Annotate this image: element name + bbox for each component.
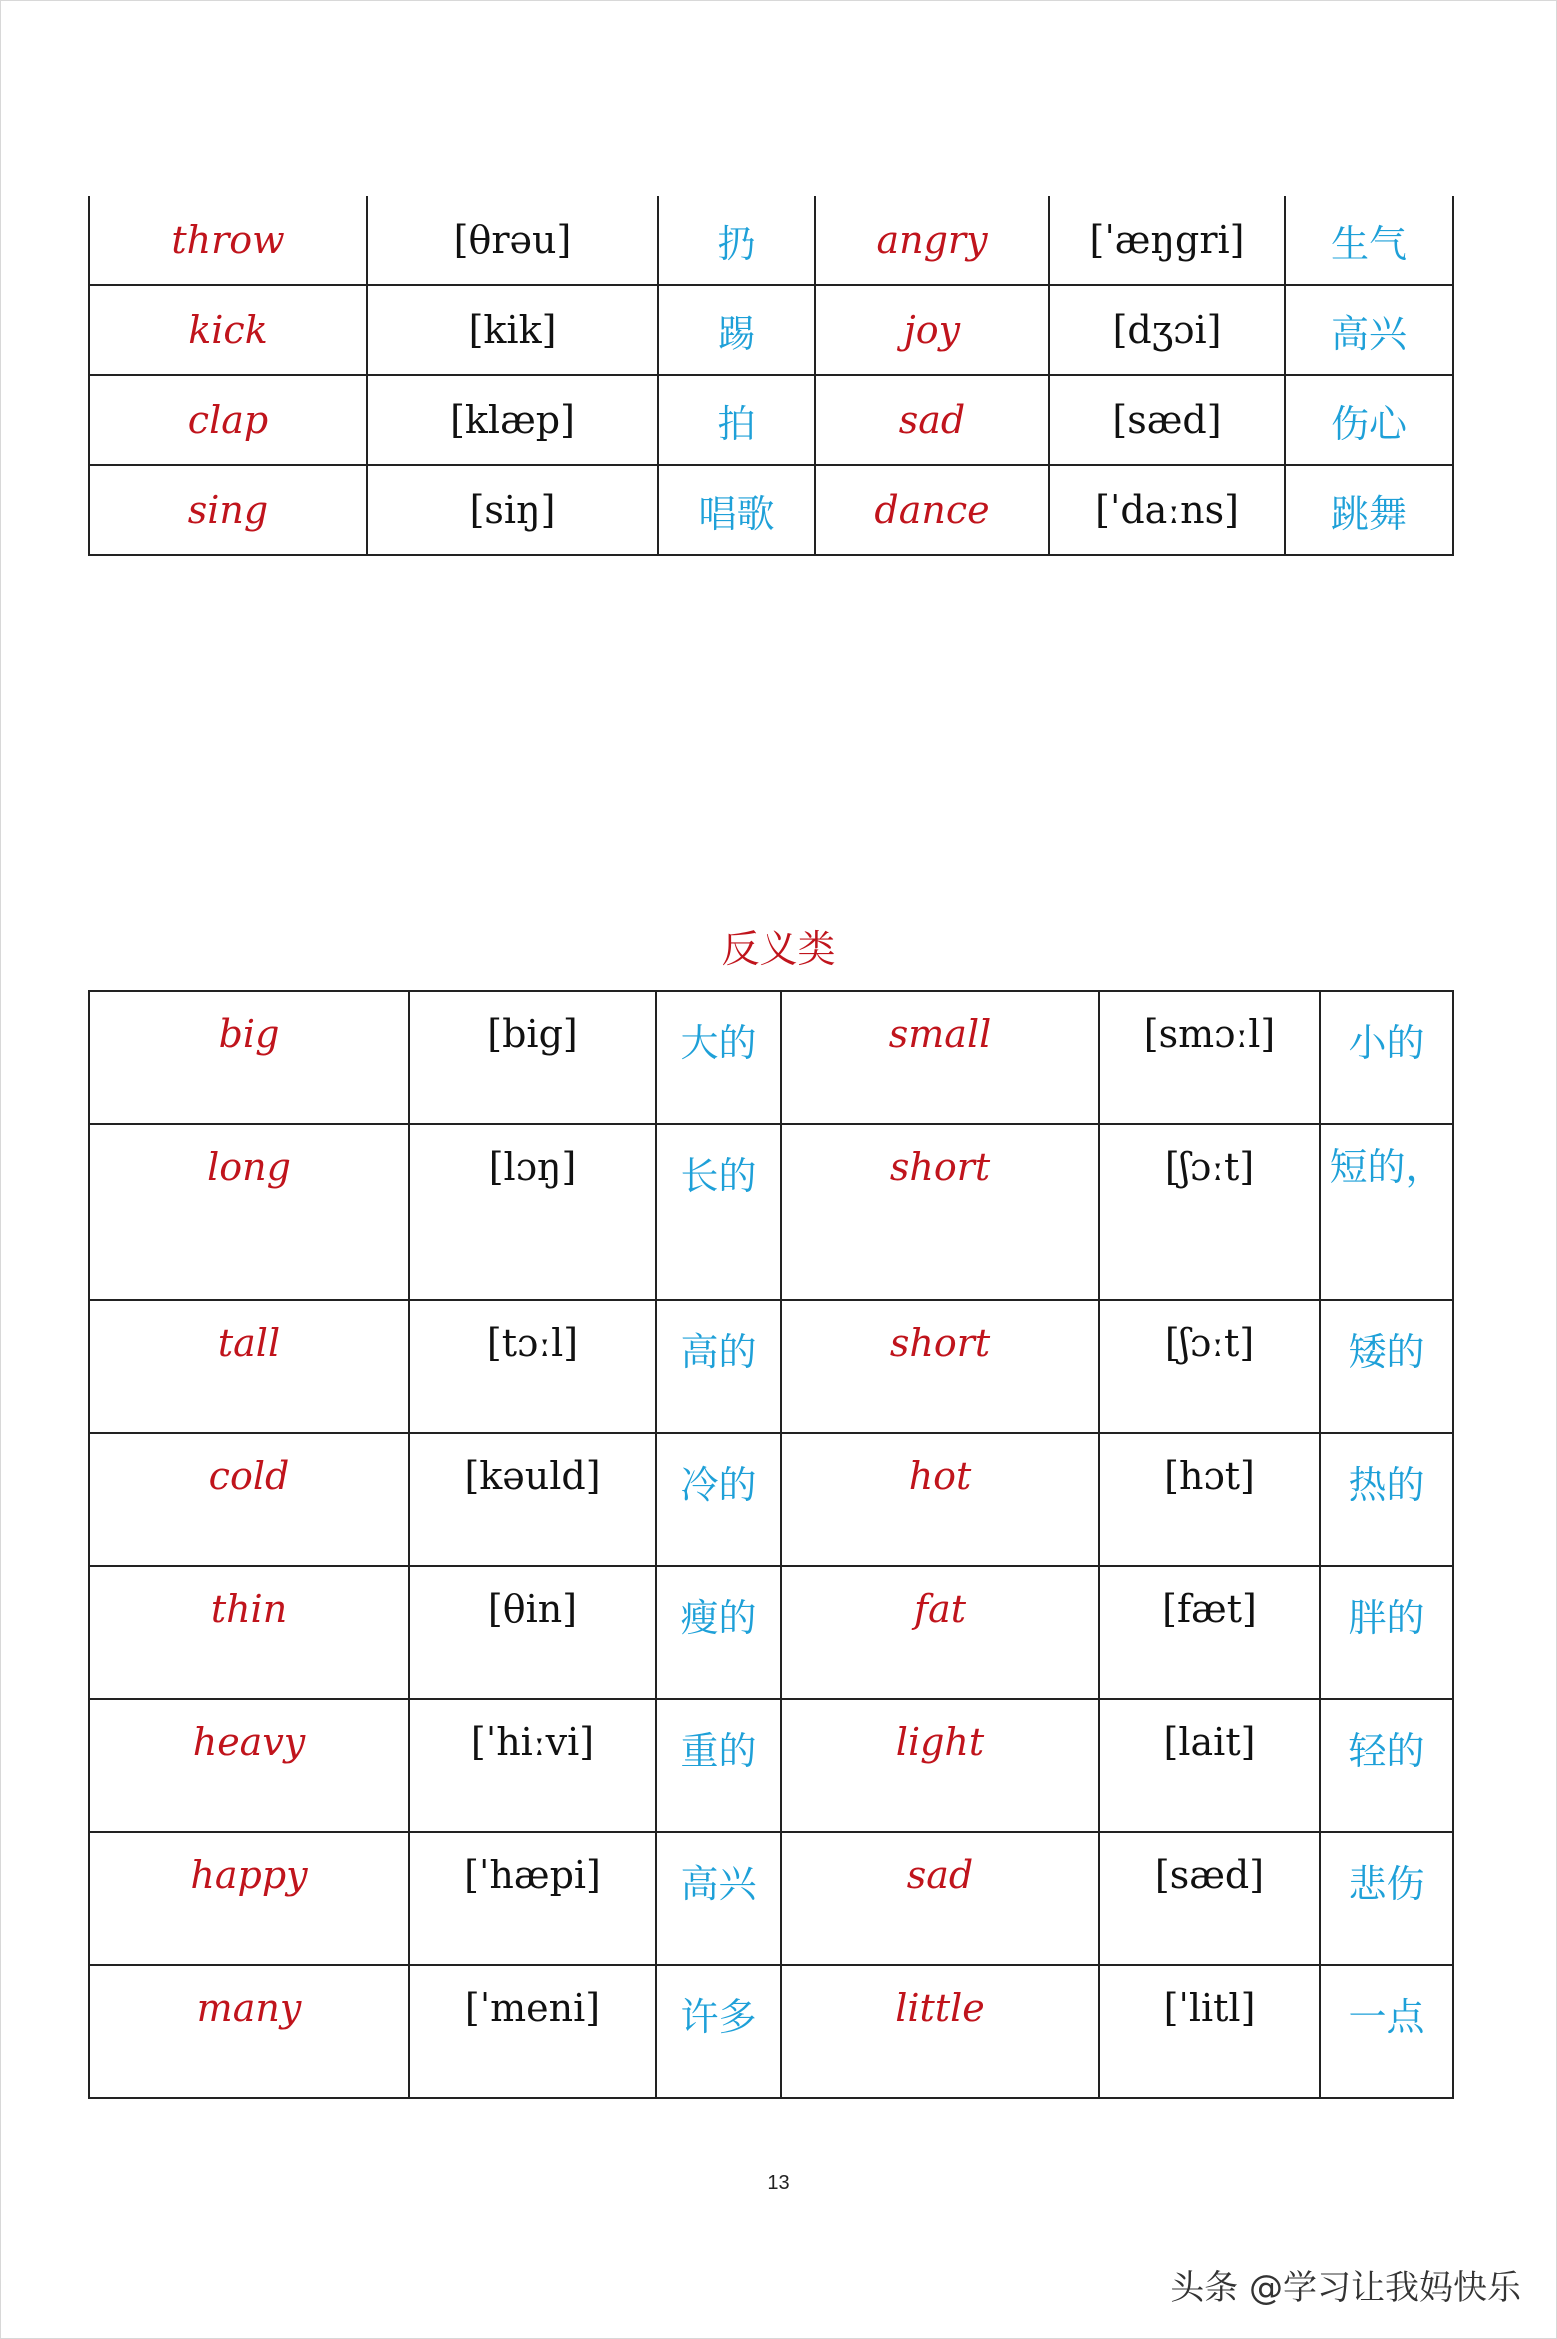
english-word-cell: angry	[815, 196, 1049, 285]
table-row	[89, 465, 1453, 555]
table-row	[89, 1566, 1453, 1699]
phonetic-cell: [ˈhiːvi]	[409, 1699, 656, 1832]
table-row	[89, 1433, 1453, 1566]
watermark: 头条 @学习让我妈快乐	[1170, 2268, 1521, 2308]
chinese-meaning-cell: 高兴	[656, 1832, 781, 1965]
chinese-meaning-cell: 小的	[1320, 991, 1453, 1124]
english-word-cell: hot	[781, 1433, 1099, 1566]
chinese-meaning-cell: 高的	[656, 1300, 781, 1433]
phonetic-cell: [siŋ]	[367, 465, 658, 555]
table-row	[89, 991, 1453, 1124]
phonetic-cell: [smɔːl]	[1099, 991, 1320, 1124]
table-row	[89, 375, 1453, 465]
chinese-meaning-cell: 拍	[658, 375, 815, 465]
vocab-table-antonyms	[88, 990, 1454, 2099]
table-row	[89, 1124, 1453, 1300]
chinese-meaning-cell: 重的	[656, 1699, 781, 1832]
chinese-meaning-cell: 冷的	[656, 1433, 781, 1566]
english-word-cell: fat	[781, 1566, 1099, 1699]
english-word-cell: sing	[89, 465, 367, 555]
chinese-meaning-cell: 瘦的	[656, 1566, 781, 1699]
chinese-meaning-cell: 热的	[1320, 1433, 1453, 1566]
english-word-cell: dance	[815, 465, 1049, 555]
phonetic-cell: [sæd]	[1049, 375, 1285, 465]
chinese-meaning-cell: 生气	[1285, 196, 1453, 285]
phonetic-cell: [ˈmeni]	[409, 1965, 656, 2098]
phonetic-cell: [ʃɔːt]	[1099, 1300, 1320, 1433]
english-word-cell: many	[89, 1965, 409, 2098]
phonetic-cell: [kik]	[367, 285, 658, 375]
chinese-meaning-cell: 许多	[656, 1965, 781, 2098]
english-word-cell: small	[781, 991, 1099, 1124]
phonetic-cell: [sæd]	[1099, 1832, 1320, 1965]
english-word-cell: joy	[815, 285, 1049, 375]
english-word-cell: throw	[89, 196, 367, 285]
table-row	[89, 196, 1453, 285]
table-row	[89, 285, 1453, 375]
chinese-meaning-cell: 踢	[658, 285, 815, 375]
english-word-cell: kick	[89, 285, 367, 375]
english-word-cell: short	[781, 1124, 1099, 1300]
english-word-cell: thin	[89, 1566, 409, 1699]
english-word-cell: tall	[89, 1300, 409, 1433]
english-word-cell: heavy	[89, 1699, 409, 1832]
chinese-meaning-cell: 悲伤	[1320, 1832, 1453, 1965]
phonetic-cell: [ˈhæpi]	[409, 1832, 656, 1965]
chinese-meaning-cell: 跳舞	[1285, 465, 1453, 555]
phonetic-cell: [dʒɔi]	[1049, 285, 1285, 375]
phonetic-cell: [θrəu]	[367, 196, 658, 285]
phonetic-cell: [ˈæŋgri]	[1049, 196, 1285, 285]
page-number: 13	[767, 2172, 790, 2194]
chinese-meaning-cell: 大的	[656, 991, 781, 1124]
chinese-meaning-cell: 高兴	[1285, 285, 1453, 375]
table-row	[89, 1965, 1453, 2098]
english-word-cell: happy	[89, 1832, 409, 1965]
table-row	[89, 1699, 1453, 1832]
chinese-meaning-cell: 扔	[658, 196, 815, 285]
phonetic-cell: [big]	[409, 991, 656, 1124]
chinese-meaning-cell: 轻的	[1320, 1699, 1453, 1832]
phonetic-cell: [lait]	[1099, 1699, 1320, 1832]
english-word-cell: short	[781, 1300, 1099, 1433]
table-row	[89, 1832, 1453, 1965]
phonetic-cell: [fæt]	[1099, 1566, 1320, 1699]
phonetic-cell: [klæp]	[367, 375, 658, 465]
phonetic-cell: [tɔːl]	[409, 1300, 656, 1433]
phonetic-cell: [ˈdaːns]	[1049, 465, 1285, 555]
chinese-meaning-cell: 短的，	[1320, 1124, 1453, 1300]
chinese-meaning-cell: 长的	[656, 1124, 781, 1300]
phonetic-cell: [hɔt]	[1099, 1433, 1320, 1566]
english-word-cell: long	[89, 1124, 409, 1300]
english-word-cell: big	[89, 991, 409, 1124]
english-word-cell: light	[781, 1699, 1099, 1832]
chinese-meaning-cell: 矮的	[1320, 1300, 1453, 1433]
chinese-meaning-cell: 伤心	[1285, 375, 1453, 465]
section-title: 反义类	[721, 927, 836, 971]
phonetic-cell: [θin]	[409, 1566, 656, 1699]
chinese-meaning-cell: 唱歌	[658, 465, 815, 555]
phonetic-cell: [lɔŋ]	[409, 1124, 656, 1300]
vocab-table-actions	[88, 196, 1454, 556]
chinese-meaning-cell: 一点	[1320, 1965, 1453, 2098]
phonetic-cell: [ʃɔːt]	[1099, 1124, 1320, 1300]
phonetic-cell: [kəuld]	[409, 1433, 656, 1566]
english-word-cell: clap	[89, 375, 367, 465]
english-word-cell: sad	[815, 375, 1049, 465]
chinese-meaning-cell: 胖的	[1320, 1566, 1453, 1699]
english-word-cell: sad	[781, 1832, 1099, 1965]
phonetic-cell: [ˈlitl]	[1099, 1965, 1320, 2098]
english-word-cell: cold	[89, 1433, 409, 1566]
english-word-cell: little	[781, 1965, 1099, 2098]
table-row	[89, 1300, 1453, 1433]
